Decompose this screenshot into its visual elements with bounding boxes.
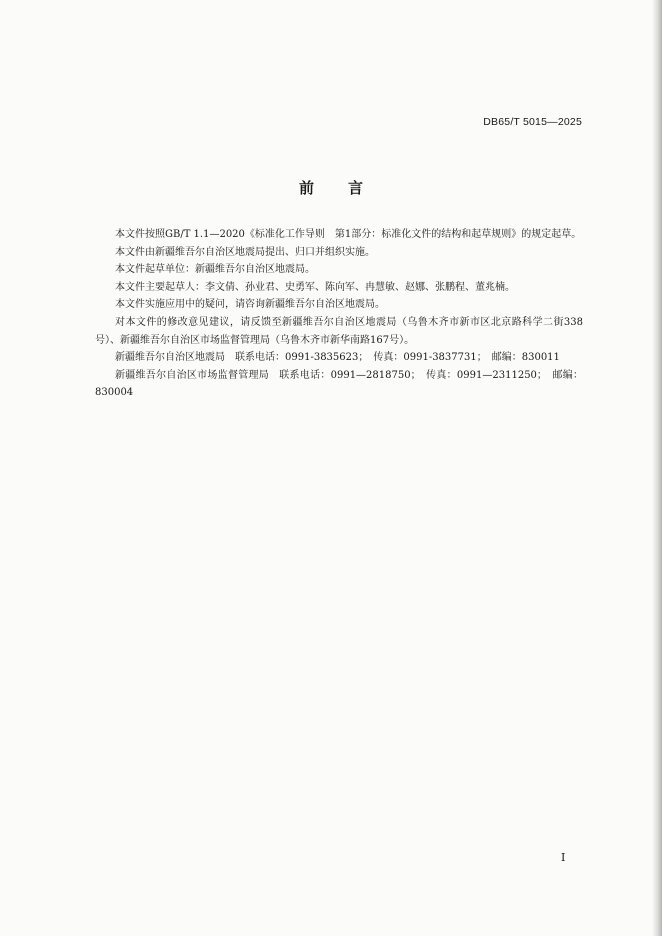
paragraph-contact-seismological-bureau: 新疆维吾尔自治区地震局 联系电话：0991-3835623； 传真：0991-3837731； 邮编：830011 [115,352,560,364]
paragraph-inquiries: 本文件实施应用中的疑问，请咨询新疆维吾尔自治区地震局。 [115,299,385,311]
paragraph-drafting-rules: 本文件按照GB/T 1.1—2020《标准化工作导则 第1部分：标准化文件的结构和起草规则》的规定起草。 [115,229,582,240]
title-char-1: 前 [298,179,314,197]
paragraph-proposer: 本文件由新疆维吾尔自治区地震局提出、归口并组织实施。 [115,246,375,258]
paragraph-feedback: 对本文件的修改意见建议，请反馈至新疆维吾尔自治区地震局（乌鲁木齐市新市区北京路科学二街338号）、新疆维吾尔自治区市场监督管理局（乌鲁木齐市新华南路167号）。 [95,316,583,346]
paragraph-drafting-unit: 本文件起草单位：新疆维吾尔自治区地震局。 [115,264,315,276]
foreword-body [95,226,583,402]
document-code: DB65/T 5015—2025 [483,116,582,128]
paragraph-drafters: 本文件主要起草人：李文倩、孙业君、史勇军、陈向军、冉慧敏、赵娜、张鹏程、董兆楠。 [115,281,515,293]
page-title [0,177,662,198]
paragraph-contact-market-supervision: 新疆维吾尔自治区市场监督管理局 联系电话：0991—2818750； 传真：0991—2311250； 邮编：830004 [95,369,583,399]
page-number: I [561,851,566,864]
title-char-2: 言 [348,179,364,197]
scan-edge-shadow [652,0,662,936]
